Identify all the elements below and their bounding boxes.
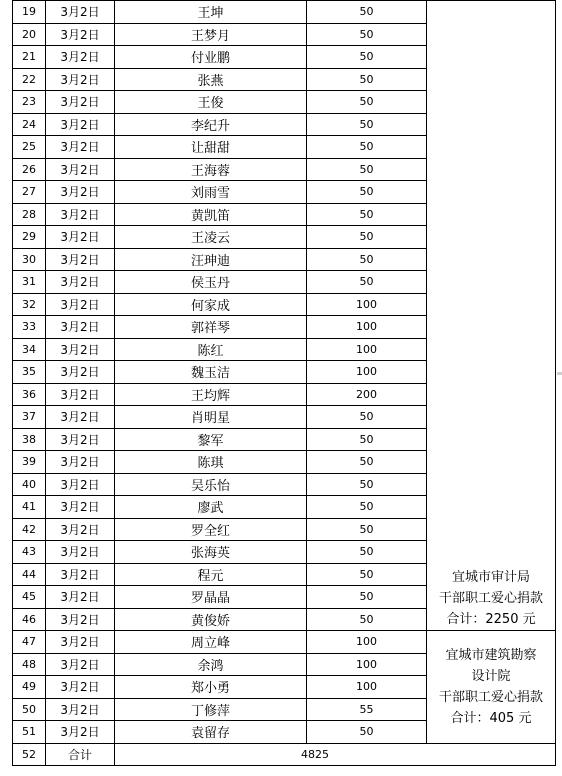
row-number: 44 <box>13 563 46 586</box>
donation-date: 3月2日 <box>46 68 115 91</box>
note-line: 宜城市建筑勘察 <box>445 647 537 663</box>
table-row <box>13 631 556 654</box>
donation-date: 3月2日 <box>46 271 115 294</box>
row-number: 28 <box>13 203 46 226</box>
donation-amount: 100 <box>307 653 427 676</box>
row-number: 41 <box>13 496 46 519</box>
donation-date: 3月2日 <box>46 451 115 474</box>
donor-name: 何家成 <box>115 293 307 316</box>
donation-date: 3月2日 <box>46 181 115 204</box>
row-number: 22 <box>13 68 46 91</box>
donation-date: 3月2日 <box>46 1 115 24</box>
row-number: 39 <box>13 451 46 474</box>
donor-name: 刘雨雪 <box>115 181 307 204</box>
row-number: 48 <box>13 653 46 676</box>
row-number: 32 <box>13 293 46 316</box>
row-number: 34 <box>13 338 46 361</box>
donor-name: 黎军 <box>115 428 307 451</box>
row-number: 40 <box>13 473 46 496</box>
donor-name: 罗晶晶 <box>115 586 307 609</box>
donation-amount: 50 <box>307 46 427 69</box>
donation-date: 3月2日 <box>46 541 115 564</box>
donation-amount: 50 <box>307 113 427 136</box>
donation-date: 3月2日 <box>46 316 115 339</box>
donation-date: 3月2日 <box>46 406 115 429</box>
donation-amount: 50 <box>307 563 427 586</box>
donation-amount: 50 <box>307 271 427 294</box>
donation-date: 3月2日 <box>46 361 115 384</box>
row-number: 23 <box>13 91 46 114</box>
donation-amount: 50 <box>307 451 427 474</box>
donation-date: 3月2日 <box>46 248 115 271</box>
donation-amount: 50 <box>307 181 427 204</box>
donor-name: 余鸿 <box>115 653 307 676</box>
donation-date: 3月2日 <box>46 293 115 316</box>
donor-name: 黄俊娇 <box>115 608 307 631</box>
donation-amount: 50 <box>307 608 427 631</box>
donation-amount: 50 <box>307 68 427 91</box>
donor-name: 王俊 <box>115 91 307 114</box>
donation-amount: 50 <box>307 158 427 181</box>
donation-date: 3月2日 <box>46 203 115 226</box>
donor-name: 郑小勇 <box>115 676 307 699</box>
donation-amount: 100 <box>307 631 427 654</box>
donor-name: 廖武 <box>115 496 307 519</box>
donation-amount: 50 <box>307 721 427 744</box>
donor-name: 肖明星 <box>115 406 307 429</box>
donation-amount: 50 <box>307 406 427 429</box>
donor-name: 王凌云 <box>115 226 307 249</box>
donation-date: 3月2日 <box>46 158 115 181</box>
donor-name: 张海英 <box>115 541 307 564</box>
row-number: 47 <box>13 631 46 654</box>
table-row <box>13 1 556 24</box>
donation-date: 3月2日 <box>46 563 115 586</box>
row-number: 29 <box>13 226 46 249</box>
donor-name: 吴乐怡 <box>115 473 307 496</box>
donation-date: 3月2日 <box>46 136 115 159</box>
row-number: 27 <box>13 181 46 204</box>
donor-name: 袁留存 <box>115 721 307 744</box>
donation-amount: 50 <box>307 23 427 46</box>
note-line: 合计：2250 元 <box>446 612 536 627</box>
donation-amount: 50 <box>307 226 427 249</box>
row-number: 31 <box>13 271 46 294</box>
row-number: 46 <box>13 608 46 631</box>
donation-amount: 50 <box>307 1 427 24</box>
note-line: 干部职工爱心捐款 <box>438 591 543 606</box>
row-number: 19 <box>13 1 46 24</box>
row-number: 20 <box>13 23 46 46</box>
donor-name: 付业鹏 <box>115 46 307 69</box>
donation-amount: 100 <box>307 676 427 699</box>
donor-name: 魏玉洁 <box>115 361 307 384</box>
row-number: 51 <box>13 721 46 744</box>
donation-table-body <box>13 1 556 766</box>
donor-name: 陈红 <box>115 338 307 361</box>
row-number: 36 <box>13 383 46 406</box>
donation-amount: 50 <box>307 473 427 496</box>
row-number: 45 <box>13 586 46 609</box>
row-number: 33 <box>13 316 46 339</box>
row-number: 49 <box>13 676 46 699</box>
donation-amount: 200 <box>307 383 427 406</box>
donation-amount: 100 <box>307 293 427 316</box>
row-number: 37 <box>13 406 46 429</box>
donation-date: 3月2日 <box>46 338 115 361</box>
donation-amount: 55 <box>307 698 427 721</box>
donation-amount: 50 <box>307 518 427 541</box>
donation-amount: 100 <box>307 316 427 339</box>
donation-date: 3月2日 <box>46 721 115 744</box>
row-number: 30 <box>13 248 46 271</box>
note-line: 宜城市审计局 <box>451 570 530 585</box>
donor-name: 陈琪 <box>115 451 307 474</box>
row-number: 38 <box>13 428 46 451</box>
donation-date: 3月2日 <box>46 46 115 69</box>
donor-name: 罗全红 <box>115 518 307 541</box>
donor-name: 王海蓉 <box>115 158 307 181</box>
donation-date: 3月2日 <box>46 631 115 654</box>
row-number: 43 <box>13 541 46 564</box>
note-text <box>439 567 543 630</box>
donation-date: 3月2日 <box>46 23 115 46</box>
donor-name: 郭祥琴 <box>115 316 307 339</box>
donation-amount: 100 <box>307 338 427 361</box>
survey-institute-note <box>427 631 556 744</box>
row-number: 24 <box>13 113 46 136</box>
total-label: 合计 <box>46 743 115 766</box>
donor-name: 让甜甜 <box>115 136 307 159</box>
donor-name: 李纪升 <box>115 113 307 136</box>
total-row <box>13 743 556 766</box>
note-line: 干部职工爱心捐款 <box>438 689 543 705</box>
row-number: 52 <box>13 743 46 766</box>
donation-date: 3月2日 <box>46 586 115 609</box>
donor-name: 汪珅迪 <box>115 248 307 271</box>
donor-name: 王梦月 <box>115 23 307 46</box>
total-amount: 4825 <box>115 743 556 766</box>
donor-name: 侯玉丹 <box>115 271 307 294</box>
donation-amount: 50 <box>307 203 427 226</box>
note-text <box>439 645 543 729</box>
row-number: 42 <box>13 518 46 541</box>
donation-amount: 50 <box>307 586 427 609</box>
donation-amount: 50 <box>307 428 427 451</box>
row-number: 50 <box>13 698 46 721</box>
donation-date: 3月2日 <box>46 518 115 541</box>
row-number: 26 <box>13 158 46 181</box>
donation-table <box>12 0 556 766</box>
row-number: 25 <box>13 136 46 159</box>
donation-amount: 50 <box>307 541 427 564</box>
donation-date: 3月2日 <box>46 676 115 699</box>
donor-name: 周立峰 <box>115 631 307 654</box>
donation-date: 3月2日 <box>46 653 115 676</box>
edge-mark <box>557 372 562 375</box>
note-line: 合计：405 元 <box>450 710 532 726</box>
donor-name: 王坤 <box>115 1 307 24</box>
donation-date: 3月2日 <box>46 698 115 721</box>
donation-amount: 100 <box>307 361 427 384</box>
donation-amount: 50 <box>307 91 427 114</box>
row-number: 21 <box>13 46 46 69</box>
donor-name: 张燕 <box>115 68 307 91</box>
donation-date: 3月2日 <box>46 608 115 631</box>
donation-date: 3月2日 <box>46 226 115 249</box>
donation-date: 3月2日 <box>46 496 115 519</box>
donation-date: 3月2日 <box>46 113 115 136</box>
audit-bureau-note <box>427 1 556 631</box>
row-number: 35 <box>13 361 46 384</box>
donation-date: 3月2日 <box>46 428 115 451</box>
donor-name: 黄凯笛 <box>115 203 307 226</box>
donation-amount: 50 <box>307 248 427 271</box>
donor-name: 王均辉 <box>115 383 307 406</box>
donation-amount: 50 <box>307 496 427 519</box>
donor-name: 程元 <box>115 563 307 586</box>
donation-date: 3月2日 <box>46 473 115 496</box>
donor-name: 丁修萍 <box>115 698 307 721</box>
donation-date: 3月2日 <box>46 383 115 406</box>
note-line: 设计院 <box>471 668 511 684</box>
donation-date: 3月2日 <box>46 91 115 114</box>
donation-amount: 50 <box>307 136 427 159</box>
